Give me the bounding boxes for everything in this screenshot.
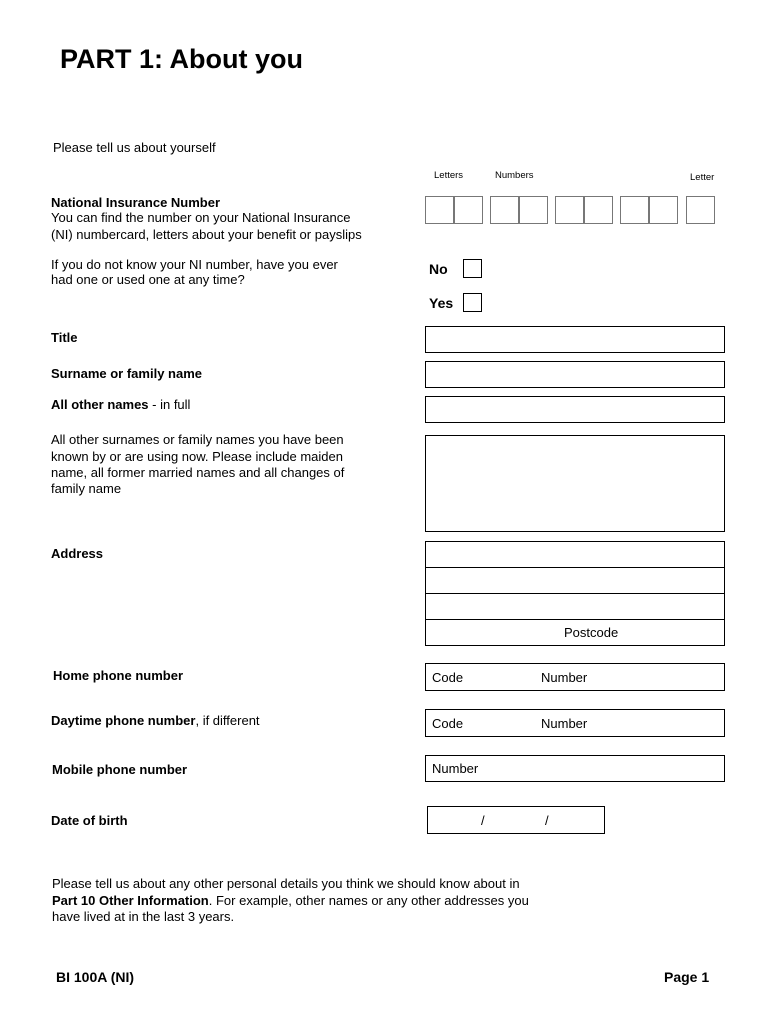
dob-input[interactable]: [427, 806, 605, 834]
other-surnames-input[interactable]: [425, 435, 725, 532]
home-phone-code-label: Code: [432, 670, 464, 685]
ni-label: National Insurance Number: [51, 195, 221, 210]
postcode-label: Postcode: [564, 625, 619, 640]
daytime-phone-label-row: [51, 713, 260, 729]
other-surnames-line-2: known by or are using now. Please include maiden: [51, 449, 343, 464]
ni-letters-header: Letters: [434, 170, 464, 181]
page-number: Page 1: [664, 969, 710, 985]
ni-unknown-question-1: If you do not know your NI number, have you ever: [51, 257, 338, 272]
note-line-2-rest: . For example, other names or any other addresses you: [208, 893, 529, 908]
note-part-10-ref: Part 10 Other Information: [52, 893, 209, 908]
ni-char-3[interactable]: [490, 196, 519, 224]
ni-unknown-question-2: had one or used one at any time?: [51, 272, 245, 287]
ni-char-2[interactable]: [454, 196, 483, 224]
daytime-phone-number-label: Number: [541, 716, 588, 731]
title-label: Title: [51, 330, 78, 345]
postcode-input[interactable]: [425, 619, 725, 646]
yes-checkbox[interactable]: [463, 293, 482, 312]
no-label: No: [429, 261, 448, 277]
intro-text: Please tell us about yourself: [53, 140, 216, 155]
other-names-label-row: [51, 397, 190, 413]
surname-label: Surname or family name: [51, 366, 202, 381]
address-label: Address: [51, 546, 104, 561]
home-phone-label: Home phone number: [53, 668, 184, 683]
mobile-phone-label: Mobile phone number: [52, 762, 188, 777]
mobile-phone-input[interactable]: [425, 755, 725, 782]
other-names-suffix: - in full: [148, 397, 191, 412]
daytime-phone-label: Daytime phone number: [51, 713, 196, 728]
other-names-input[interactable]: [425, 396, 725, 423]
dob-separator-1: /: [481, 813, 485, 828]
other-surnames-line-4: family name: [51, 481, 122, 496]
ni-char-8[interactable]: [649, 196, 678, 224]
note-line-2: [52, 893, 529, 909]
surname-input[interactable]: [425, 361, 725, 388]
dob-separator-2: /: [545, 813, 549, 828]
daytime-phone-suffix: , if different: [195, 713, 260, 728]
address-line-2[interactable]: [425, 567, 725, 594]
ni-char-5[interactable]: [555, 196, 584, 224]
no-checkbox[interactable]: [463, 259, 482, 278]
other-surnames-line-1: All other surnames or family names you have been: [51, 432, 344, 447]
title-input[interactable]: [425, 326, 725, 353]
note-line-3: have lived at in the last 3 years.: [52, 909, 235, 924]
other-surnames-line-3: name, all former married names and all changes of: [51, 465, 345, 480]
note-line-1: Please tell us about any other personal details you think we should know about in: [52, 876, 520, 891]
other-names-label: All other names: [51, 397, 149, 412]
home-phone-number-label: Number: [541, 670, 588, 685]
ni-letter-header: Letter: [690, 172, 715, 183]
address-line-1[interactable]: [425, 541, 725, 568]
ni-char-4[interactable]: [519, 196, 548, 224]
address-line-3[interactable]: [425, 593, 725, 620]
ni-char-9[interactable]: [686, 196, 715, 224]
ni-help-line-2: (NI) numbercard, letters about your benefit or payslips: [51, 227, 362, 242]
ni-char-6[interactable]: [584, 196, 613, 224]
dob-label: Date of birth: [51, 813, 128, 828]
daytime-phone-code-label: Code: [432, 716, 464, 731]
page-title: PART 1: About you: [60, 44, 303, 74]
ni-help-line-1: You can find the number on your National Insurance: [51, 210, 351, 225]
daytime-phone-input[interactable]: [425, 709, 725, 737]
yes-label: Yes: [429, 295, 454, 311]
home-phone-input[interactable]: [425, 663, 725, 691]
ni-char-7[interactable]: [620, 196, 649, 224]
mobile-phone-number-label: Number: [432, 761, 479, 776]
form-code: BI 100A (NI): [56, 969, 135, 985]
ni-numbers-header: Numbers: [495, 170, 534, 181]
ni-char-1[interactable]: [425, 196, 454, 224]
